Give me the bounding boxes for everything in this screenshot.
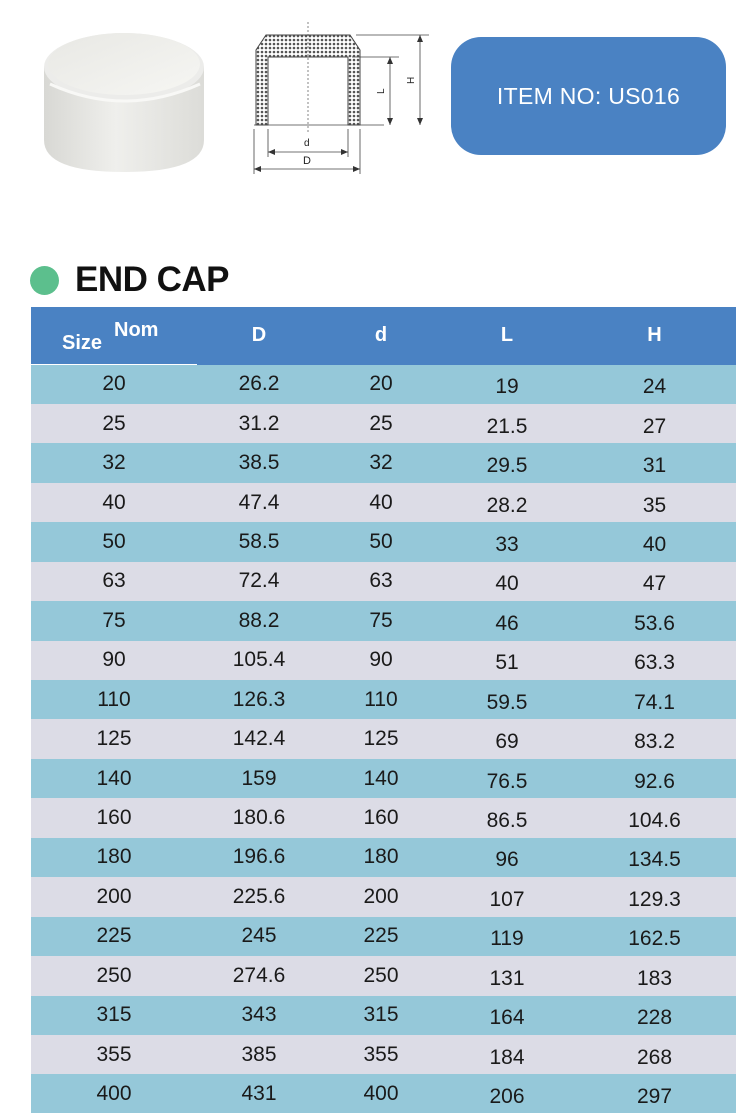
cell-L: 164 (441, 996, 573, 1035)
cell-L: 46 (441, 601, 573, 640)
header-D: D (197, 307, 321, 365)
cell-size: 75 (31, 601, 197, 640)
cell-L: 59.5 (441, 680, 573, 719)
diagram-label-D: D (303, 155, 311, 167)
cell-D: 26.2 (197, 365, 321, 404)
cell-D: 72.4 (197, 562, 321, 601)
cell-size: 315 (31, 996, 197, 1035)
cell-d: 180 (321, 838, 441, 877)
table-row (31, 680, 736, 719)
cell-D: 38.5 (197, 443, 321, 482)
cell-D: 385 (197, 1035, 321, 1074)
cell-H: 129.3 (573, 877, 736, 916)
cell-L: 40 (441, 562, 573, 601)
cell-d: 200 (321, 877, 441, 916)
cell-H: 24 (573, 365, 736, 404)
cell-d: 50 (321, 522, 441, 561)
cell-d: 225 (321, 917, 441, 956)
cell-D: 47.4 (197, 483, 321, 522)
table-row (31, 443, 736, 482)
cell-d: 40 (321, 483, 441, 522)
header-L: L (441, 307, 573, 365)
cell-d: 125 (321, 719, 441, 758)
cell-L: 119 (441, 917, 573, 956)
green-bullet-icon (30, 266, 59, 295)
cell-size: 125 (31, 719, 197, 758)
end-cap-dimension-diagram (244, 22, 434, 182)
cell-H: 228 (573, 996, 736, 1035)
cell-D: 31.2 (197, 404, 321, 443)
section-title-text: END CAP (75, 260, 229, 300)
cell-d: 63 (321, 562, 441, 601)
cell-d: 25 (321, 404, 441, 443)
cell-L: 184 (441, 1035, 573, 1074)
cell-d: 355 (321, 1035, 441, 1074)
diagram-label-H: H (406, 77, 417, 84)
table-row (31, 877, 736, 916)
section-title (30, 258, 229, 302)
diagram-label-L: L (376, 88, 387, 94)
table-row (31, 562, 736, 601)
item-number-text: ITEM NO: US016 (497, 83, 680, 110)
cell-L: 131 (441, 956, 573, 995)
cell-d: 140 (321, 759, 441, 798)
cell-L: 107 (441, 877, 573, 916)
cell-D: 159 (197, 759, 321, 798)
table-row (31, 996, 736, 1035)
cell-D: 225.6 (197, 877, 321, 916)
cell-H: 268 (573, 1035, 736, 1074)
table-row (31, 601, 736, 640)
table-row (31, 641, 736, 680)
cell-d: 400 (321, 1074, 441, 1113)
table-row (31, 1074, 736, 1113)
cell-size: 40 (31, 483, 197, 522)
cell-D: 88.2 (197, 601, 321, 640)
table-row (31, 1035, 736, 1074)
cell-H: 40 (573, 522, 736, 561)
cell-L: 86.5 (441, 798, 573, 837)
cell-size: 63 (31, 562, 197, 601)
cell-D: 105.4 (197, 641, 321, 680)
end-cap-product-photo (40, 22, 208, 174)
cell-d: 110 (321, 680, 441, 719)
cell-size: 355 (31, 1035, 197, 1074)
table-row (31, 365, 736, 404)
header-size-label: Size (62, 332, 102, 355)
cell-L: 21.5 (441, 404, 573, 443)
cell-size: 250 (31, 956, 197, 995)
table-row (31, 483, 736, 522)
table-row (31, 522, 736, 561)
cell-d: 75 (321, 601, 441, 640)
cell-L: 69 (441, 719, 573, 758)
cell-H: 183 (573, 956, 736, 995)
diagram-label-d: d (304, 138, 310, 149)
cell-D: 431 (197, 1074, 321, 1113)
header-H: H (573, 307, 736, 365)
cell-d: 315 (321, 996, 441, 1035)
cell-d: 32 (321, 443, 441, 482)
cell-H: 35 (573, 483, 736, 522)
cell-H: 134.5 (573, 838, 736, 877)
cell-D: 245 (197, 917, 321, 956)
cell-d: 20 (321, 365, 441, 404)
cell-H: 63.3 (573, 641, 736, 680)
header-size-nom (31, 307, 197, 365)
cell-H: 83.2 (573, 719, 736, 758)
cell-size: 160 (31, 798, 197, 837)
item-number-badge (451, 37, 726, 155)
cell-L: 19 (441, 365, 573, 404)
cell-size: 25 (31, 404, 197, 443)
cell-size: 110 (31, 680, 197, 719)
table-row (31, 759, 736, 798)
cell-d: 250 (321, 956, 441, 995)
cell-H: 53.6 (573, 601, 736, 640)
cell-H: 31 (573, 443, 736, 482)
cell-D: 180.6 (197, 798, 321, 837)
table-row (31, 404, 736, 443)
cell-H: 162.5 (573, 917, 736, 956)
cell-L: 206 (441, 1074, 573, 1113)
cell-size: 225 (31, 917, 197, 956)
cell-L: 29.5 (441, 443, 573, 482)
cell-H: 104.6 (573, 798, 736, 837)
cell-H: 74.1 (573, 680, 736, 719)
table-row (31, 838, 736, 877)
cell-size: 140 (31, 759, 197, 798)
cell-d: 90 (321, 641, 441, 680)
cell-D: 142.4 (197, 719, 321, 758)
cell-L: 28.2 (441, 483, 573, 522)
table-row (31, 719, 736, 758)
cell-D: 126.3 (197, 680, 321, 719)
cell-H: 27 (573, 404, 736, 443)
cell-D: 196.6 (197, 838, 321, 877)
cell-size: 200 (31, 877, 197, 916)
header-d: d (321, 307, 441, 365)
dimension-table (31, 307, 736, 1113)
cell-size: 50 (31, 522, 197, 561)
cell-size: 32 (31, 443, 197, 482)
cell-L: 51 (441, 641, 573, 680)
table-row (31, 798, 736, 837)
table-header-row (31, 307, 736, 365)
cell-L: 76.5 (441, 759, 573, 798)
cell-size: 180 (31, 838, 197, 877)
cell-size: 90 (31, 641, 197, 680)
cell-H: 297 (573, 1074, 736, 1113)
cell-size: 400 (31, 1074, 197, 1113)
cell-H: 47 (573, 562, 736, 601)
cell-H: 92.6 (573, 759, 736, 798)
table-row (31, 956, 736, 995)
header-nom-label: Nom (114, 319, 158, 342)
table-row (31, 917, 736, 956)
cell-size: 20 (31, 365, 197, 404)
cell-D: 58.5 (197, 522, 321, 561)
cell-D: 343 (197, 996, 321, 1035)
cell-d: 160 (321, 798, 441, 837)
cell-L: 33 (441, 522, 573, 561)
cell-L: 96 (441, 838, 573, 877)
cell-D: 274.6 (197, 956, 321, 995)
table-body (31, 365, 736, 1113)
